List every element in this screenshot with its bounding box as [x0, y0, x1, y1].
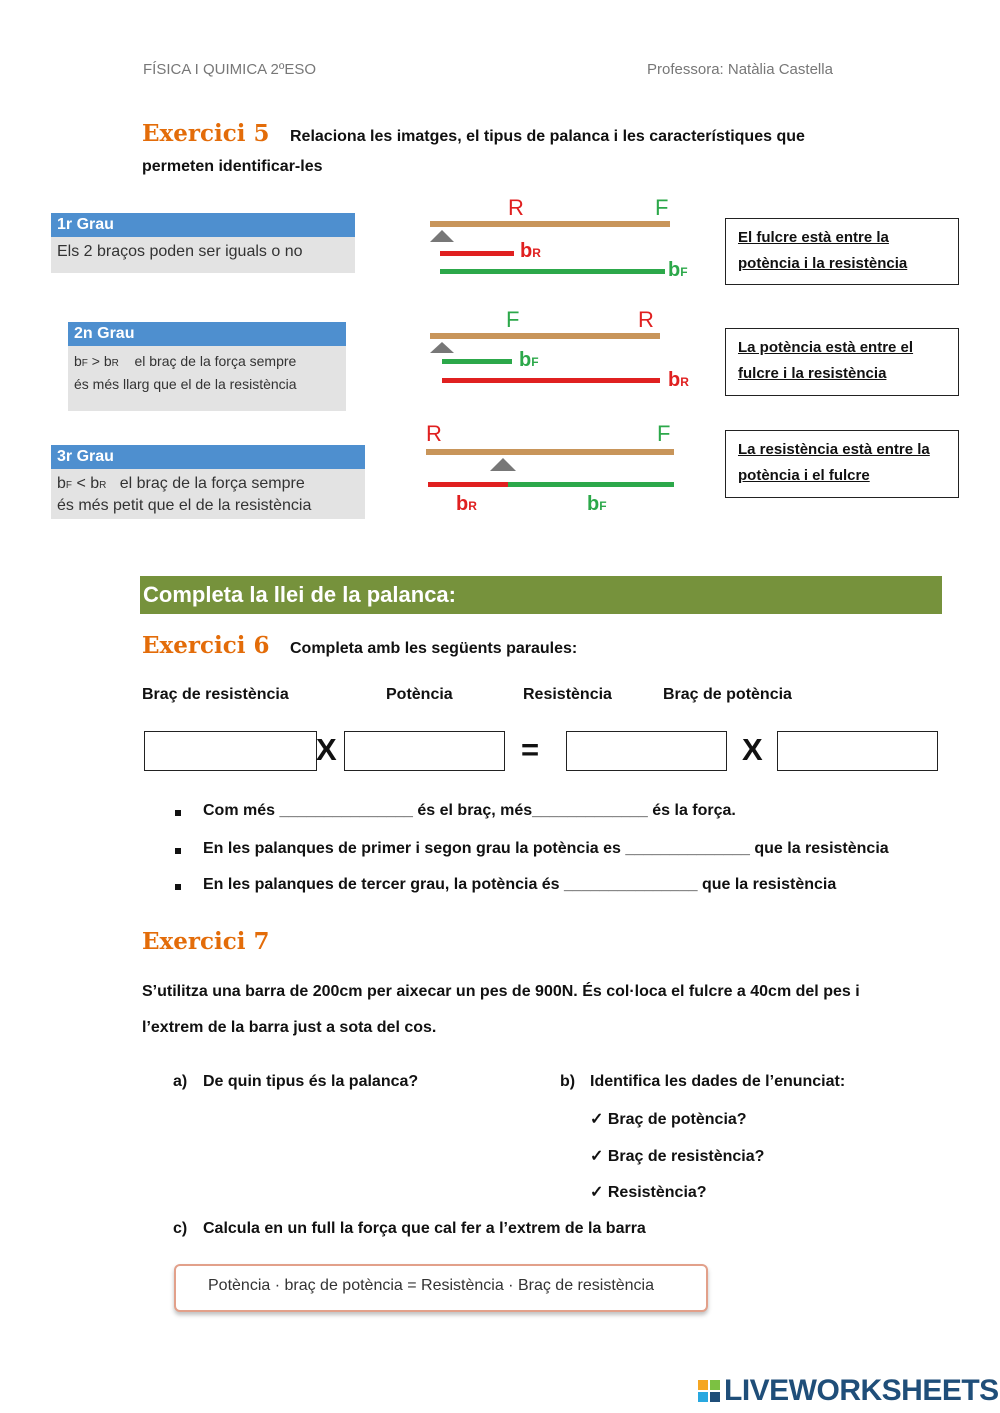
check-icon: ✓: [590, 1184, 604, 1201]
question-c: Calcula en un full la força que cal fer a l’extrem de la barra: [203, 1220, 646, 1237]
description-line: El fulcre està entre la: [738, 229, 889, 246]
force-label-left: F: [506, 307, 520, 332]
lever-diagrams: [420, 190, 710, 530]
arm-label: bR: [456, 493, 477, 515]
grade-desc-text: el braç de la força sempre: [119, 475, 305, 492]
check-icon: ✓: [590, 1111, 604, 1128]
arm-label: bF: [587, 493, 607, 515]
lever-beam: [426, 449, 674, 455]
ex5-instruction-line2: permeten identificar-les: [142, 158, 323, 175]
arm-line-green: [442, 359, 512, 364]
grade-desc-line2: és més llarg que el de la resistència: [74, 376, 297, 392]
description-box-1[interactable]: [725, 218, 959, 285]
arm-label: bR: [668, 369, 689, 391]
grade-card-3[interactable]: [51, 445, 365, 519]
arm-sub: F: [81, 358, 88, 369]
bullet-icon: [175, 848, 181, 854]
fulcrum-icon: [430, 342, 454, 353]
times-operator: X: [742, 732, 763, 767]
lever-beam: [430, 333, 660, 339]
word-option[interactable]: Braç de resistència: [142, 686, 289, 703]
force-label-right: F: [657, 421, 671, 446]
arm-symbol: b: [103, 353, 112, 369]
times-operator: X: [316, 732, 337, 767]
check-item[interactable]: [590, 1109, 747, 1129]
word-option[interactable]: Braç de potència: [663, 686, 792, 703]
check-item[interactable]: [590, 1146, 764, 1166]
check-icon: ✓: [590, 1148, 604, 1165]
description-line: La resistència està entre la: [738, 441, 930, 458]
arm-line-red: [428, 482, 508, 487]
ex5-instruction-line1: Relaciona les imatges, el tipus de palanca i les característiques que: [290, 128, 805, 145]
question-a: De quin tipus és la palanca?: [203, 1073, 419, 1090]
arm-symbol: b: [74, 353, 82, 369]
question-b: Identifica les dades de l’enunciat:: [590, 1073, 846, 1090]
sentence-text: Com més _______________ és el braç, més_____________ és la força.: [203, 802, 736, 819]
formula-box: Potència · braç de potència = Resistència · Braç de resistència: [174, 1264, 708, 1312]
arm-sub: R: [99, 480, 107, 491]
arm-label: bR: [520, 240, 541, 262]
equals-operator: =: [521, 732, 540, 767]
arm-line-red: [442, 378, 660, 383]
lever-1[interactable]: [430, 195, 688, 281]
grade-title: 1r Grau: [51, 213, 355, 237]
description-box-2[interactable]: [725, 328, 959, 396]
formula-blank-1[interactable]: [144, 731, 317, 771]
arm-sub: F: [65, 480, 73, 491]
description-line: La potència està entre el: [738, 339, 914, 356]
grade-desc-line1: [57, 474, 359, 496]
formula-blank-4[interactable]: [777, 731, 938, 771]
sentence-text: En les palanques de tercer grau, la potència és _______________ que la resistència: [203, 876, 837, 893]
lever-beam: [430, 221, 670, 227]
ex7-statement-line1: S’utilitza una barra de 200cm per aixecar un pes de 900N. És col·loca el fulcre a 40cm del pes i: [142, 983, 860, 1000]
fulcrum-icon: [430, 230, 454, 242]
check-text: Braç de resistència?: [607, 1148, 765, 1165]
bullet-icon: [175, 810, 181, 816]
comparison: >: [87, 353, 104, 369]
grade-card-1[interactable]: [51, 213, 355, 273]
check-text: Resistència?: [607, 1184, 707, 1201]
ex6-title: Exercici 6: [142, 632, 270, 659]
arm-line-green: [440, 269, 665, 274]
arm-label: bF: [519, 349, 539, 371]
arm-sub: R: [111, 358, 119, 369]
header-teacher: Professora: Natàlia Castella: [647, 61, 833, 78]
comparison: <: [72, 475, 91, 492]
check-text: Braç de potència?: [607, 1111, 747, 1128]
sentence-text: En les palanques de primer i segon grau la potència es ______________ que la resistència: [203, 840, 889, 857]
description-line: potència i la resistència: [738, 255, 908, 272]
force-label-left: R: [426, 421, 442, 446]
word-option[interactable]: Resistència: [523, 686, 612, 703]
force-label-right: R: [638, 307, 654, 332]
force-label-right: F: [655, 195, 669, 220]
grade-title: 3r Grau: [51, 445, 365, 469]
force-label-left: R: [508, 195, 524, 220]
ex7-statement-line2: l’extrem de la barra just a sota del cos.: [142, 1019, 437, 1036]
check-item[interactable]: [590, 1182, 707, 1202]
ex5-title: Exercici 5: [142, 120, 270, 147]
liveworksheets-logo-icon: [698, 1380, 720, 1402]
word-option[interactable]: Potència: [386, 686, 453, 703]
grade-title: 2n Grau: [68, 322, 346, 346]
formula-blank-3[interactable]: [566, 731, 727, 771]
ex6-instruction: Completa amb les següents paraules:: [290, 640, 578, 657]
description-box-3[interactable]: [725, 430, 959, 498]
question-a-label: a): [173, 1073, 188, 1090]
section-banner: Completa la llei de la palanca:: [140, 576, 942, 614]
bullet-icon: [175, 884, 181, 890]
lever-2[interactable]: [430, 307, 689, 391]
question-c-label: c): [173, 1220, 188, 1237]
arm-line-green: [508, 482, 674, 487]
grade-card-2[interactable]: [68, 322, 346, 411]
bullet-sentence-1[interactable]: [203, 802, 736, 820]
arm-line-red: [440, 251, 514, 256]
fulcrum-icon: [490, 458, 516, 471]
lever-3[interactable]: [426, 421, 674, 515]
grade-desc-text: el braç de la força sempre: [134, 353, 297, 369]
grade-desc-line1: [74, 351, 340, 374]
description-line: fulcre i la resistència: [738, 365, 887, 382]
bullet-sentence-3[interactable]: [203, 876, 836, 894]
question-b-label: b): [560, 1073, 576, 1090]
arm-label: bF: [668, 259, 688, 281]
bullet-sentence-2[interactable]: [203, 840, 889, 858]
formula-blank-2[interactable]: [344, 731, 505, 771]
description-line: potència i el fulcre: [738, 467, 870, 484]
grade-desc: Els 2 braços poden ser iguals o no: [57, 243, 303, 260]
header-subject: FÍSICA I QUIMICA 2ºESO: [143, 61, 317, 78]
grade-desc-line2: és més petit que el de la resistència: [57, 497, 312, 514]
liveworksheets-logo[interactable]: LIVEWORKSHEETS: [724, 1374, 999, 1407]
arm-symbol: b: [57, 475, 66, 492]
ex7-title: Exercici 7: [142, 928, 270, 955]
arm-symbol: b: [90, 475, 100, 492]
